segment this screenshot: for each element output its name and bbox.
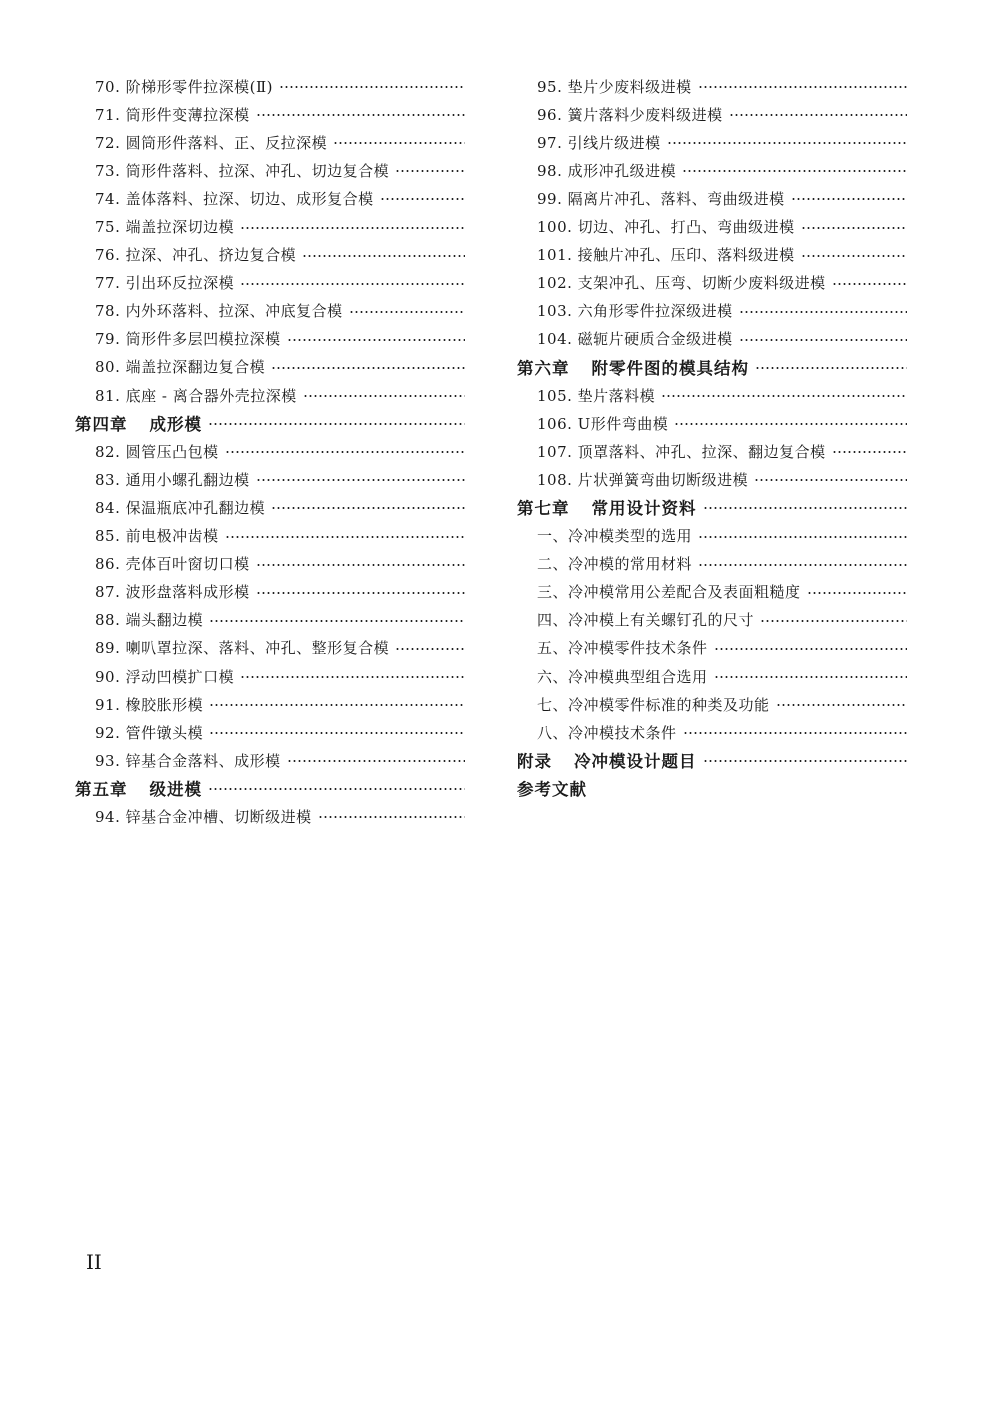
toc-item-label: 72. 圆筒形件落料、正、反拉深模 — [95, 133, 328, 152]
toc-item-label: 76. 拉深、冲孔、挤边复合模 — [95, 246, 297, 265]
toc-item[interactable] — [517, 718, 907, 746]
toc-item[interactable] — [75, 156, 465, 184]
toc-item[interactable] — [75, 353, 465, 381]
toc-item[interactable] — [517, 634, 907, 662]
dot-leader — [698, 86, 907, 88]
toc-item[interactable] — [517, 606, 907, 634]
dot-leader — [279, 86, 465, 88]
dot-leader — [240, 227, 465, 229]
toc-item[interactable] — [75, 72, 465, 100]
dot-leader — [776, 704, 907, 706]
dot-leader — [791, 198, 907, 200]
toc-item-label: 70. 阶梯形零件拉深模(Ⅱ) — [95, 77, 274, 96]
toc-item[interactable] — [517, 465, 907, 493]
toc-item[interactable] — [75, 634, 465, 662]
dot-leader — [225, 451, 465, 453]
toc-item-label: 94. 锌基合金冲槽、切断级进模 — [95, 807, 312, 826]
toc-item-label: 五、冷冲模零件技术条件 — [537, 639, 708, 658]
dot-leader — [209, 732, 465, 734]
dot-leader — [333, 142, 465, 144]
dot-leader — [698, 564, 907, 566]
dot-leader — [754, 479, 907, 481]
toc-item-label: 107. 顶罩落料、冲孔、拉深、翻边复合模 — [537, 442, 826, 461]
toc-chapter-label — [75, 776, 202, 800]
toc-item-label: 八、冷冲模技术条件 — [537, 723, 677, 742]
toc-item-label: 99. 隔离片冲孔、落料、弯曲级进模 — [537, 189, 785, 208]
chapter-title: 冷冲模设计题目 — [574, 752, 697, 772]
dot-leader — [395, 648, 465, 650]
toc-item[interactable] — [75, 550, 465, 578]
dot-leader — [318, 816, 465, 818]
toc-item[interactable] — [517, 100, 907, 128]
dot-leader — [349, 311, 465, 313]
toc-item-label: 101. 接触片冲孔、压印、落料级进模 — [537, 246, 795, 265]
toc-item[interactable] — [75, 212, 465, 240]
toc-chapter-heading[interactable] — [517, 353, 907, 381]
toc-item-label: 81. 底座 - 离合器外壳拉深模 — [95, 386, 297, 405]
toc-item-label: 103. 六角形零件拉深级进模 — [537, 302, 733, 321]
toc-chapter-label — [517, 495, 697, 519]
toc-item[interactable] — [75, 269, 465, 297]
toc-item[interactable] — [75, 802, 465, 830]
toc-item[interactable] — [75, 437, 465, 465]
dot-leader — [271, 367, 465, 369]
dot-leader — [225, 536, 465, 538]
dot-leader — [271, 507, 465, 509]
chapter-number: 第五章 — [75, 780, 128, 800]
dot-leader — [739, 311, 907, 313]
dot-leader — [303, 395, 465, 397]
toc-chapter-label — [75, 411, 202, 435]
toc-item[interactable] — [75, 297, 465, 325]
toc-chapter-heading[interactable] — [517, 746, 907, 774]
chapter-title: 级进模 — [149, 780, 202, 800]
toc-item[interactable] — [517, 381, 907, 409]
dot-leader — [832, 451, 907, 453]
dot-leader — [807, 592, 907, 594]
toc-item[interactable] — [517, 522, 907, 550]
toc-item-label: 六、冷冲模典型组合选用 — [537, 667, 708, 686]
toc-item-label: 80. 端盖拉深翻边复合模 — [95, 358, 266, 377]
toc-item-label: 93. 锌基合金落料、成形模 — [95, 751, 281, 770]
dot-leader — [801, 227, 907, 229]
toc-item-label: 102. 支架冲孔、压弯、切断少废料级进模 — [537, 274, 826, 293]
toc-chapter-heading[interactable] — [517, 774, 907, 802]
toc-item-label: 95. 垫片少废料级进模 — [537, 77, 692, 96]
toc-item-label: 104. 磁轭片硬质合金级进模 — [537, 330, 733, 349]
toc-item[interactable] — [75, 128, 465, 156]
toc-item-label: 91. 橡胶胀形模 — [95, 695, 204, 714]
toc-chapter-label — [517, 776, 587, 800]
toc-item-label: 七、冷冲模零件标准的种类及功能 — [537, 695, 770, 714]
dot-leader — [739, 339, 907, 341]
toc-item-label: 84. 保温瓶底冲孔翻边模 — [95, 498, 266, 517]
dot-leader — [760, 620, 907, 622]
toc-item[interactable] — [517, 128, 907, 156]
toc-item-label: 97. 引线片级进模 — [537, 133, 661, 152]
toc-item[interactable] — [517, 184, 907, 212]
toc-item-label: 71. 筒形件变薄拉深模 — [95, 105, 250, 124]
toc-right-column — [517, 72, 907, 802]
dot-leader — [380, 198, 465, 200]
toc-item[interactable] — [75, 100, 465, 128]
toc-item[interactable] — [517, 269, 907, 297]
dot-leader — [682, 170, 907, 172]
toc-item-label: 90. 浮动凹模扩口模 — [95, 667, 235, 686]
toc-item-label: 74. 盖体落料、拉深、切边、成形复合模 — [95, 189, 374, 208]
dot-leader — [302, 255, 465, 257]
toc-item[interactable] — [517, 212, 907, 240]
toc-item-label: 二、冷冲模的常用材料 — [537, 555, 693, 574]
toc-item-label: 85. 前电极冲齿模 — [95, 527, 219, 546]
toc-item-label: 75. 端盖拉深切边模 — [95, 218, 235, 237]
toc-item-label: 78. 内外环落料、拉深、冲底复合模 — [95, 302, 343, 321]
dot-leader — [714, 648, 907, 650]
toc-item[interactable] — [517, 72, 907, 100]
toc-item[interactable] — [517, 409, 907, 437]
dot-leader — [256, 114, 465, 116]
chapter-title: 常用设计资料 — [591, 499, 697, 519]
toc-item-label: 四、冷冲模上有关螺钉孔的尺寸 — [537, 611, 755, 630]
dot-leader — [240, 676, 465, 678]
dot-leader — [209, 620, 465, 622]
toc-item[interactable] — [75, 578, 465, 606]
toc-item-label: 108. 片状弹簧弯曲切断级进模 — [537, 470, 749, 489]
chapter-number: 第六章 — [517, 358, 570, 378]
toc-item[interactable] — [75, 690, 465, 718]
toc-item-label: 105. 垫片落料模 — [537, 386, 656, 405]
dot-leader — [208, 423, 465, 425]
dot-leader — [256, 479, 465, 481]
toc-item-label: 73. 筒形件落料、拉深、冲孔、切边复合模 — [95, 161, 390, 180]
toc-chapter-heading[interactable] — [75, 774, 465, 802]
dot-leader — [667, 142, 907, 144]
dot-leader — [755, 367, 907, 369]
dot-leader — [801, 255, 907, 257]
dot-leader — [208, 788, 465, 790]
toc-chapter-heading[interactable] — [75, 409, 465, 437]
toc-item[interactable] — [75, 325, 465, 353]
chapter-title: 参考文献 — [517, 780, 587, 800]
toc-item[interactable] — [517, 690, 907, 718]
toc-item[interactable] — [75, 241, 465, 269]
toc-item-label: 87. 波形盘落料成形模 — [95, 583, 250, 602]
dot-leader — [698, 536, 907, 538]
dot-leader — [287, 339, 465, 341]
toc-item-label: 96. 簧片落料少废料级进模 — [537, 105, 723, 124]
toc-item-label: 98. 成形冲孔级进模 — [537, 161, 677, 180]
dot-leader — [209, 704, 465, 706]
toc-item-label: 88. 端头翻边模 — [95, 611, 204, 630]
dot-leader — [661, 395, 907, 397]
toc-item[interactable] — [75, 493, 465, 521]
chapter-title: 附零件图的模具结构 — [591, 358, 749, 378]
toc-item[interactable] — [517, 662, 907, 690]
dot-leader — [703, 760, 908, 762]
toc-item-label: 一、冷冲模类型的选用 — [537, 527, 693, 546]
dot-leader — [729, 114, 907, 116]
chapter-title: 成形模 — [149, 415, 202, 435]
dot-leader — [714, 676, 907, 678]
toc-item-label: 106. U形件弯曲模 — [537, 414, 669, 433]
dot-leader — [674, 423, 907, 425]
toc-item-label: 77. 引出环反拉深模 — [95, 274, 235, 293]
toc-item-label: 三、冷冲模常用公差配合及表面粗糙度 — [537, 583, 801, 602]
toc-item-label: 89. 喇叭罩拉深、落料、冲孔、整形复合模 — [95, 639, 390, 658]
toc-item-label: 86. 壳体百叶窗切口模 — [95, 555, 250, 574]
toc-chapter-heading[interactable] — [517, 493, 907, 521]
toc-item[interactable] — [517, 325, 907, 353]
toc-item[interactable] — [75, 662, 465, 690]
chapter-number: 附录 — [517, 752, 552, 772]
toc-item[interactable] — [517, 578, 907, 606]
dot-leader — [683, 732, 907, 734]
toc-item[interactable] — [75, 465, 465, 493]
toc-item[interactable] — [75, 381, 465, 409]
toc-item[interactable] — [517, 156, 907, 184]
toc-chapter-label — [517, 355, 749, 379]
toc-item[interactable] — [75, 522, 465, 550]
dot-leader — [395, 170, 465, 172]
toc-left-column — [75, 72, 465, 831]
dot-leader — [256, 564, 465, 566]
toc-item-label: 79. 筒形件多层凹模拉深模 — [95, 330, 281, 349]
toc-item[interactable] — [517, 550, 907, 578]
toc-item[interactable] — [75, 606, 465, 634]
toc-item-label: 100. 切边、冲孔、打凸、弯曲级进模 — [537, 218, 795, 237]
toc-item[interactable] — [517, 437, 907, 465]
toc-item-label: 92. 管件镦头模 — [95, 723, 204, 742]
dot-leader — [287, 760, 465, 762]
toc-item[interactable] — [517, 297, 907, 325]
dot-leader — [832, 283, 907, 285]
chapter-number: 第七章 — [517, 499, 570, 519]
toc-item[interactable] — [75, 718, 465, 746]
toc-item[interactable] — [75, 184, 465, 212]
page-number: II — [86, 1250, 102, 1274]
chapter-number: 第四章 — [75, 415, 128, 435]
toc-item-label: 82. 圆管压凸包模 — [95, 442, 219, 461]
toc-chapter-label — [517, 748, 697, 772]
dot-leader — [240, 283, 465, 285]
dot-leader — [256, 592, 465, 594]
toc-item[interactable] — [75, 746, 465, 774]
dot-leader — [703, 507, 908, 509]
toc-item[interactable] — [517, 241, 907, 269]
toc-item-label: 83. 通用小螺孔翻边模 — [95, 470, 250, 489]
